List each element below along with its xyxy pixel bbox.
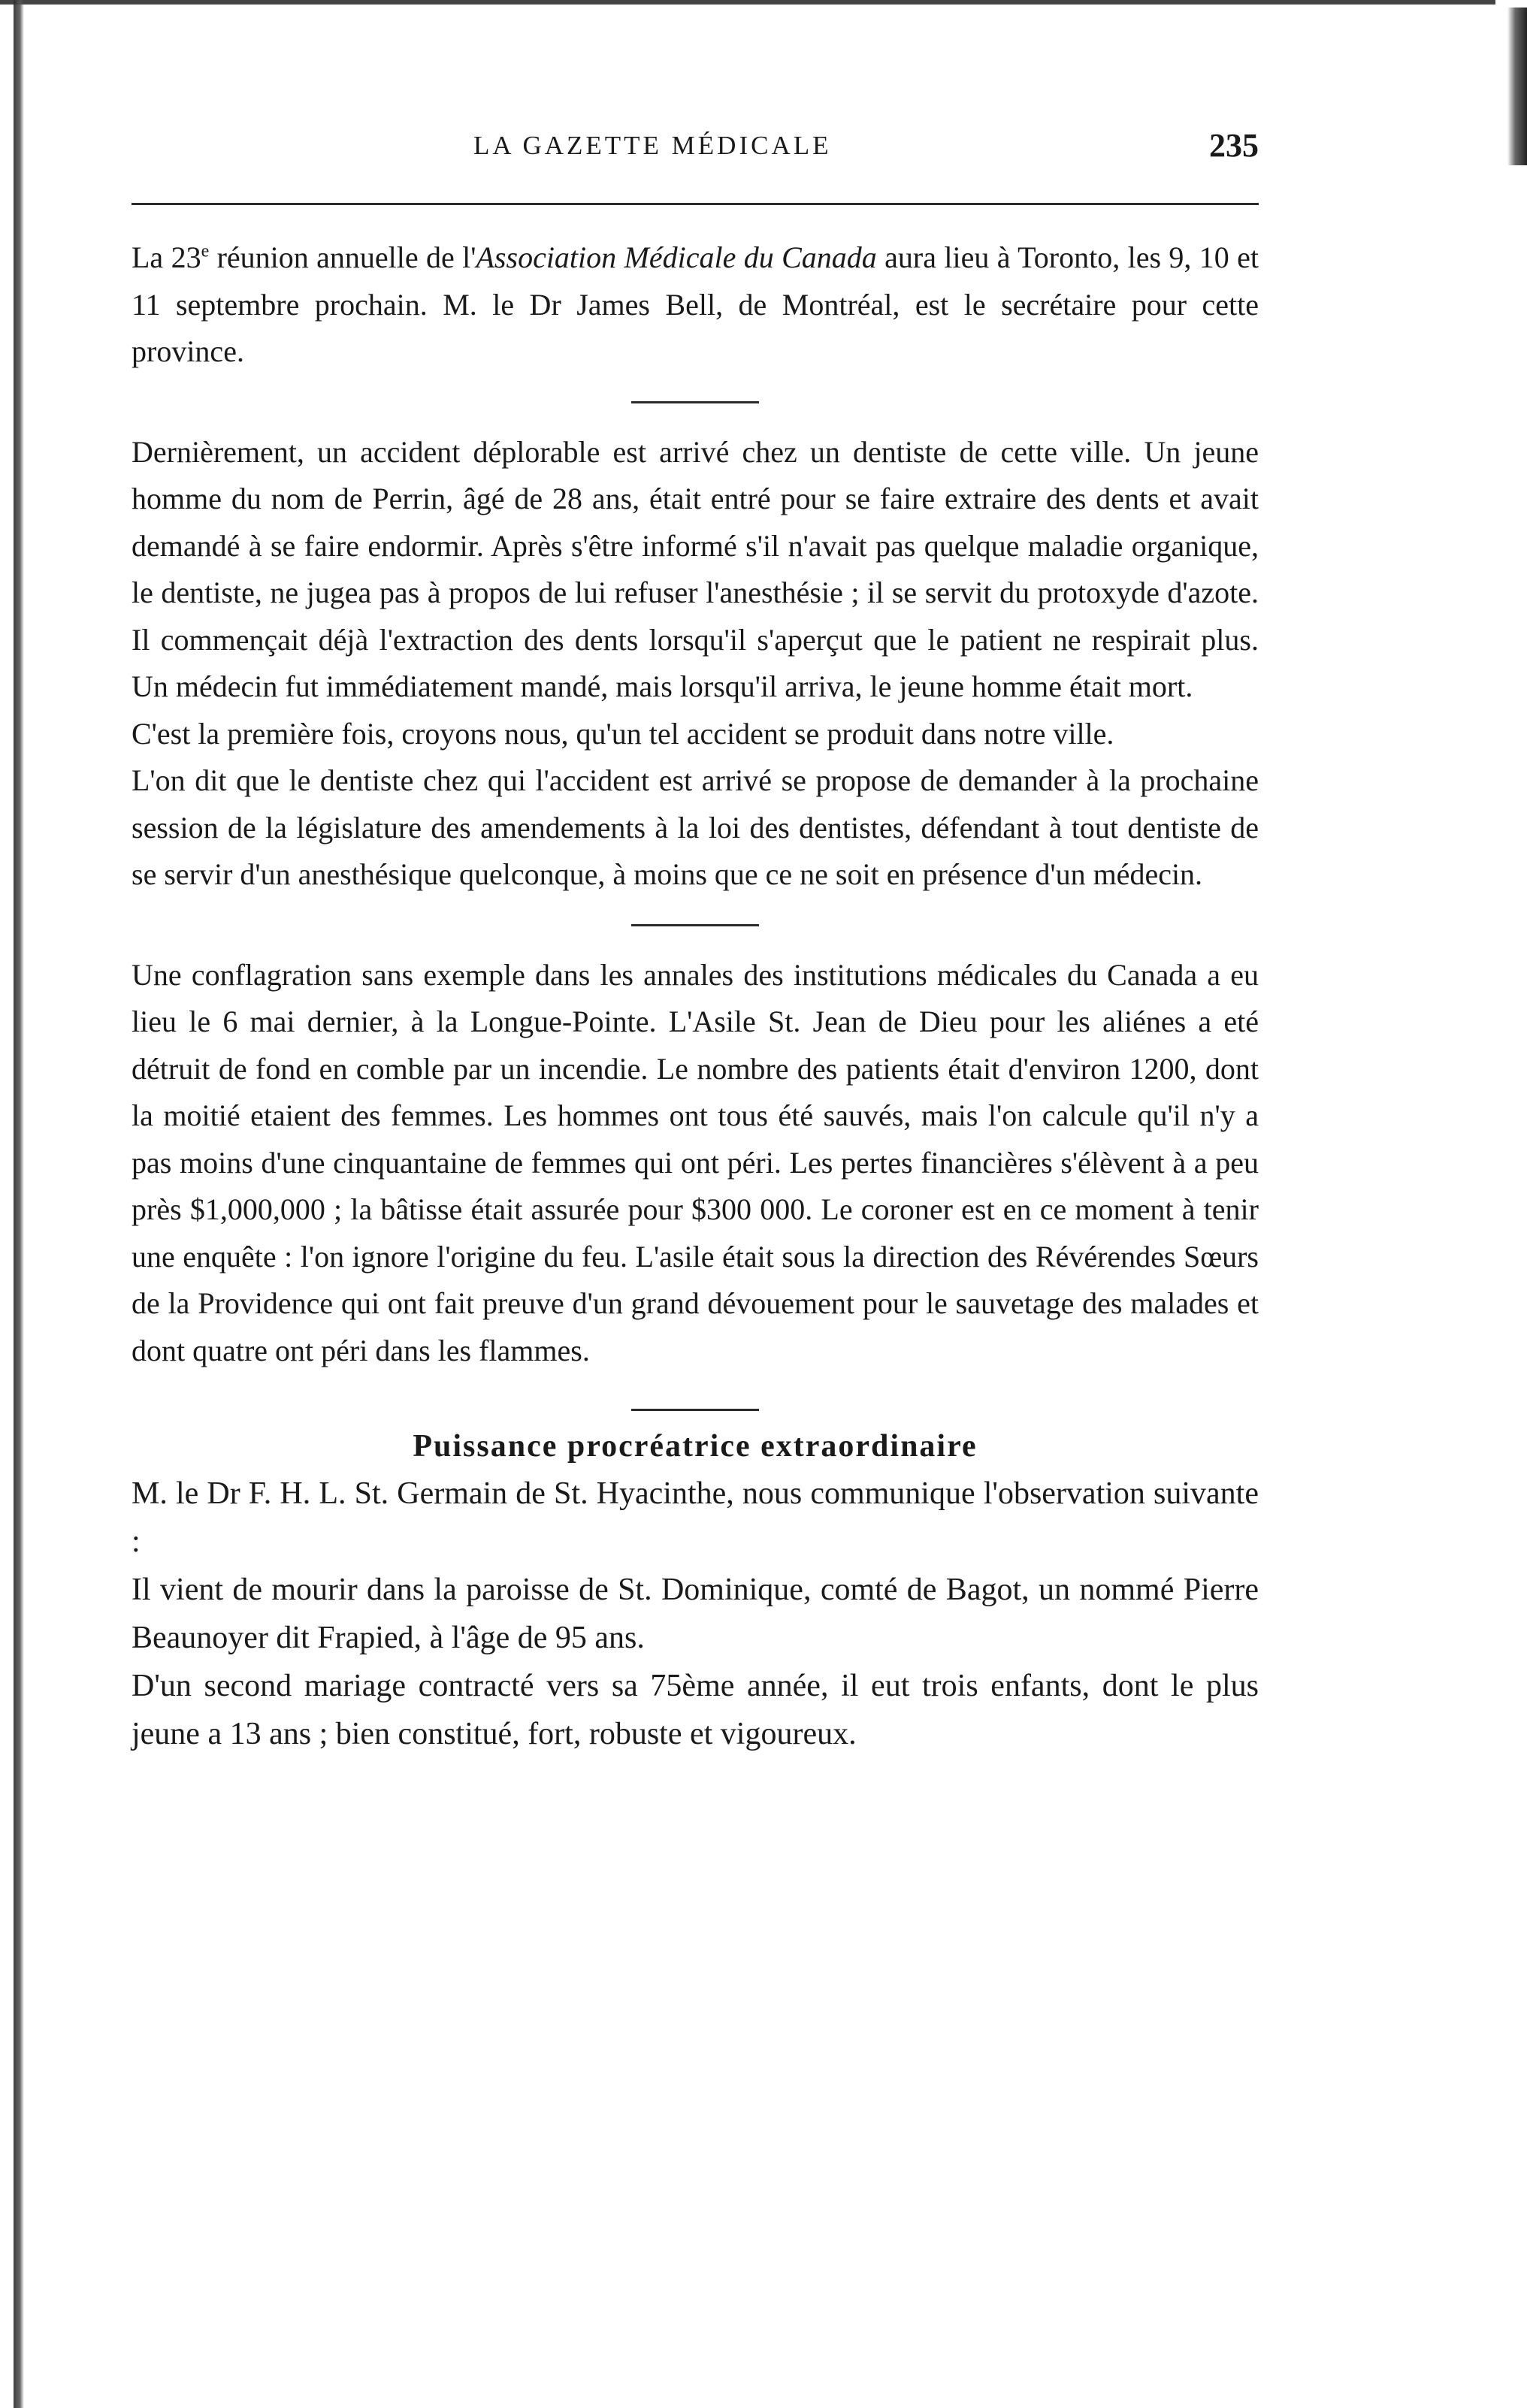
- paragraph-observation-intro: M. le Dr F. H. L. St. Germain de St. Hyacinthe, nous communique l'observation suivante :: [132, 1476, 1259, 1559]
- superscript: e: [201, 241, 210, 261]
- scan-edge-right: [1507, 8, 1527, 165]
- paragraph-legislation: L'on dit que le dentiste chez qui l'accident est arrivé se propose de demander à la prochaine session de la législature des amendements à la loi des dentistes, défendant à tout dentiste de se servir d'un anesthésique quelconque, à moins que ce ne soit en présence d'un médecin.: [132, 763, 1259, 891]
- paragraph-association-meeting: La 23e réunion annuelle de l'Association Médicale du Canada aura lieu à Toronto, les 9, 10 et 11 septembre prochain. M. le Dr James Bell, de Montréal, est le secrétaire pour cette province.: [132, 240, 1259, 368]
- section-title: Puissance procréatrice extraordinaire: [413, 1429, 978, 1464]
- running-title: LA GAZETTE MÉDICALE: [473, 131, 832, 160]
- running-head: [132, 126, 1259, 171]
- association-name: Association Médicale du Canada: [476, 240, 877, 274]
- page-number: 235: [1209, 127, 1259, 164]
- paragraph-asylum-fire: Une conflagration sans exemple dans les annales des institutions médicales du Canada a eu lieu le 6 mai dernier, à la Longue-Pointe. L'Asile St. Jean de Dieu pour les aliénes a eté détruit de fond en comble par un incendie. Le nombre des patients était d'environ 1200, dont la moitié etaient des femmes. Les hommes ont tous été sauvés, mais l'on calcule qu'il n'y a pas moins d'une cinquantaine de femmes qui ont péri. Les pertes financières s'élèvent à a peu près $1,000,000 ; la bâtisse était assurée pour $300 000. Le coroner est en ce moment à tenir une enquête : l'on ignore l'origine du feu. L'asile était sous la direction des Révérendes Sœurs de la Providence qui ont fait preuve d'un grand dévouement pour le sauvetage des malades et dont quatre ont péri dans les flammes.: [132, 957, 1259, 1367]
- header-rule: [132, 203, 1259, 205]
- paragraph-first-accident: C'est la première fois, croyons nous, qu'un tel accident se produit dans notre ville.: [132, 716, 1114, 751]
- paragraph-dentist-accident: Dernièrement, un accident déplorable est arrivé chez un dentiste de cette ville. Un jeune homme du nom de Perrin, âgé de 28 ans, était entré pour se faire extraire des dents et avait demandé à se faire endormir. Après s'être informé s'il n'avait pas quelque maladie organique, le dentiste, ne jugea pas à propos de lui refuser l'anesthésie ; il se servit du protoxyde d'azote. Il commençait déjà l'extraction des dents lorsqu'il s'aperçut que le patient ne respirait plus. Un médecin fut immédiatement mandé, mais lorsqu'il arriva, le jeune homme était mort.: [132, 434, 1259, 703]
- page: [132, 0, 1259, 2408]
- scan-edge-left: [14, 0, 24, 2408]
- section-body: [132, 1470, 1259, 1758]
- paragraph-death-notice: Il vient de mourir dans la paroisse de St. Dominique, comté de Bagot, un nommé Pierre Beaunoyer dit Frapied, à l'âge de 95 ans.: [132, 1573, 1259, 1655]
- separator-rule: [631, 1409, 759, 1411]
- separator-rule: [631, 924, 759, 926]
- article-body: [132, 234, 1259, 1758]
- separator-rule: [631, 401, 759, 403]
- paragraph-second-marriage: D'un second mariage contracté vers sa 75ème année, il eut trois enfants, dont le plus jeune a 13 ans ; bien constitué, fort, robuste et vigoureux.: [132, 1669, 1259, 1751]
